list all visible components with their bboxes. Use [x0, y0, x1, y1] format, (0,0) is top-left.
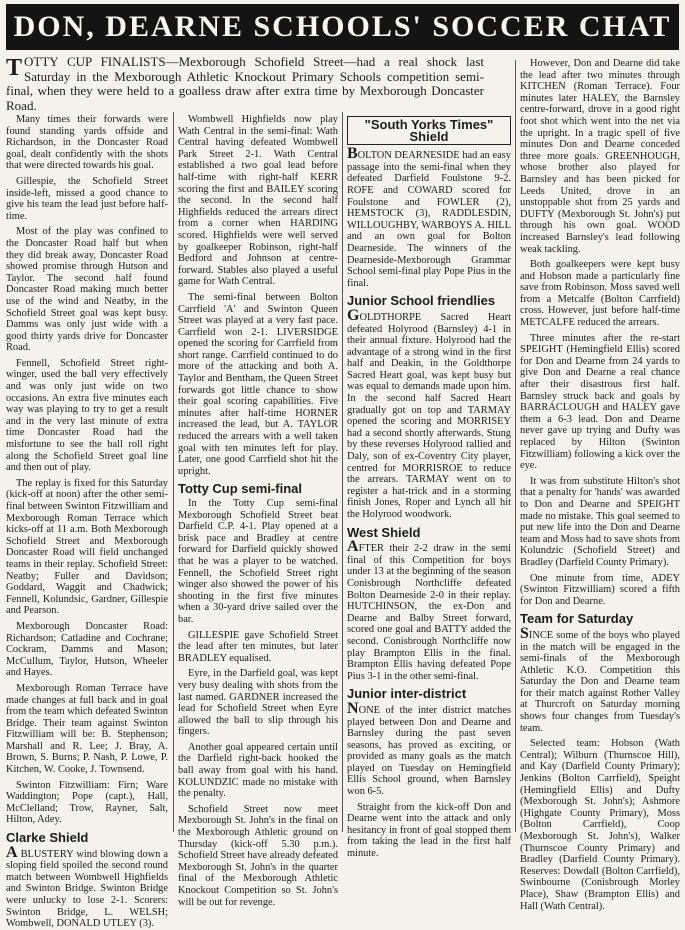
section-heading-junior-school-friendlies: Junior School friendlies: [347, 293, 496, 309]
headline-banner: [6, 4, 679, 50]
article-paragraph: One minute from time, ADEY (Swinton Fitzwilliam) scored a fifth for Don and Dearne.: [520, 572, 680, 607]
article-paragraph: SINCE some of the boys who played in the match will be engaged in the semi-finals of the Mexborough Athletic K.O. Competition this Saturday the Don and Dearne team for their match against Rother Valley at Thurcroft on Saturday morning shows four changes from Tuesday's team.: [520, 624, 680, 734]
article-paragraph: Fennell, Schofield Street right-winger, used the ball very effectively and was only just wide on two occasions. An extra five minutes each way was playing to try to get a result and in the very last minute of extra time Doncaster Road had the misfortune to see the ball roll right along the Schofield Street goal line and then out of play.: [6, 357, 168, 474]
article-paragraph: In the Totty Cup semi-final Mexborough Schofield Street beat Darfield C.P. 4-1. Play opened at a brisk pace and Bradley at centre forward for Darfield quickly showed that he was a player to be watched. Fennell, the Schofield Street right winger also showed the power of his shooting in the first five minutes when a 30-yard drive sailed over the bar.: [178, 498, 338, 625]
section-heading-clarke-shield: Clarke Shield: [6, 830, 89, 846]
article-paragraph: Gillespie, the Schofield Street inside-left, missed a good chance to give his team the lead just before half-time.: [6, 175, 168, 222]
article-paragraph: Wombwell Highfields now play Wath Central in the semi-final: Wath Central having defeated Wombwell Park Street 2-1. Wath Central established a two goal lead before half-time with right-half KERR scoring the first and BAILEY scoring the second. In the second half Highfields reduced the arrears direct from a corner when HARDING scored. Highfields were well served by goalkeeper Robinson, right-half Bedford and Johnson at centre-forward. Stables also played a useful game for Wath Central.: [178, 114, 338, 288]
article-paragraph: A BLUSTERY wind blowing down a sloping field spoiled the second round match between Wombwell Highfields and Swinton Bridge. Swinton Bridge were unlucky to lose 2-1. Scorers: Swinton Bridge, L. WELSH; Wombwell, DONALD UTLEY (3).: [6, 843, 168, 930]
column-1: [6, 114, 168, 930]
section-heading-totty-cup: Totty Cup semi-final: [178, 481, 302, 497]
article-paragraph: BOLTON DEARNESIDE had an easy passage into the semi-final when they defeated Darfield Foulstone 9-2. ROFE and COWARD scored for Foulstone and FOWLER (2), HEMSTOCK (3), RADDLESDIN, WILLOUGHBY, WARBOYS A. HILL and an own goal for Bolton Dearneside. The winners of the Dearneside-Mexborough Grammar School semi-final play Pope Pius in the final.: [347, 145, 511, 289]
article-paragraph: Swinton Fitzwilliam: Firn; Ware Waddington; Pope (capt.), Hall, McClelland; Trow, Rayner, Salt, Hilton, Adey.: [6, 779, 168, 826]
article-paragraph: It was from substitute Hilton's shot that a penalty for 'hands' was awarded to Don and Dearne and SPEIGHT made no mistake. This goal seemed to put new life into the Don and Dearne team and Moss had to save shots from Kolundzic (Schofield Street) and Bradley (Darfield County Primary).: [520, 475, 680, 568]
article-paragraph: Mexborough Doncaster Road: Richardson; Catladine and Cochrane; Cockram, Damms and Mason; McCullum, Taylor, Hutson, Wheeler and Hayes.: [6, 620, 168, 679]
article-paragraph: AFTER their 2-2 draw in the semi final of this Competition for boys under 13 at the beginning of the season Conisbrough Northcliffe defeated Bolton Dearneside 2-0 in their replay. HUTCHINSON, the ex-Don and Dearne and Balby Street forward, scored one goal and BATTY added the second. Conisbrough Northcliffe now play Brampton Ellis in the final. Brampton Ellis having defeated Pope Pius 3-1 in the other semi-final.: [347, 538, 511, 682]
column-2: [178, 114, 338, 908]
article-paragraph: Many times their forwards were found standing yards offside and Richardson, in the Doncaster Road goal, dealt confidently with the shots that were directed towards his goal.: [6, 114, 168, 172]
article-paragraph: Most of the play was confined to the Doncaster Road half but when they did break away, Doncaster Road showed promise through Hutson and Taylor. The second half found Doncaster Road making much better use of the wind and Neatby, in the Schofield Street goal was kept busy. Damms was only just wide with a good thirty yards drive for Doncaster Road.: [6, 226, 168, 354]
article-paragraph: NONE of the inter district matches played between Don and Dearne and Barnsley during the past seven seasons, has proved as exciting, or provided as many goals as the match played on Tuesday on Hemingfield Ellis School ground, when Barnsley won 6-5.: [347, 699, 511, 798]
article-paragraph: Another goal appeared certain until the Darfield right-back hooked the ball away from goal with his hand. KOLUNDZIC made no mistake with the penalty.: [178, 741, 338, 800]
column-rule: [342, 112, 343, 832]
article-paragraph: GILLESPIE gave Schofield Street the lead after ten minutes, but later BRADLEY equalised.: [178, 629, 338, 664]
article-paragraph: Both goalkeepers were kept busy and Hobson made a particularly fine save from Robinson. Moss saved well from a Metcalfe (Bolton Carrfield) cross. However, just before half-time METCALFE reduced the arrears.: [520, 259, 680, 329]
lead-paragraph: TOTTY CUP FINALISTS—Mexborough Schofield Street—had a real shock last Saturday in the Mexborough Athletic Knockout Primary Schools competition semi-final, when they were held to a goalless draw after extra time by Mexborough Doncaster Road.: [6, 54, 484, 113]
article-paragraph: Selected team: Hobson (Wath Central); Wilburn (Thurnscoe Hill), and Kay (Darfield County Primary); Jenkins (Bolton Carrfield), Speight (Hemingfield Ellis) and Dufty (Mexborough St. John's); Ashmore (Highgate County Primary), Moss (Bolton Carrfield), Coop (Mexborough St. John's), Walker (Thurnscoe County Primary) and Bradley (Darfield County Primary). Reserves: Dowdall (Bolton Carrfield), Swinbourne (Conisbrough Morley Place), Shaw (Brampton Ellis) and Hall (Wath Central).: [520, 738, 680, 912]
article-paragraph: Three minutes after the re-start SPEIGHT (Hemingfield Ellis) scored for Don and Dearne from 24 yards to give Don and Dearne a real chance after their disastrous first half. Barnsley struck back and goals by BARRACLOUGH and HALEY gave them a 6-3 lead. Don and Dearne never gave up trying and Dufty was replaced by Hilton (Swinton Fitzwilliam) following a kick over the eye.: [520, 332, 680, 472]
column-rule: [515, 60, 516, 832]
article-paragraph: Mexborough Roman Terrace have made changes at full back and in goal from the team which defeated Swinton Bridge. Their team against Swinton Fitzwilliam will be: B. Stephenson; Marshall and R. Lee; J. Bray, A. Brown, S. Burns; P. Nash, P. Lowe, P. Kitchen, W. Cooke, J. Townsend.: [6, 682, 168, 776]
column-4: [520, 58, 680, 912]
article-paragraph: The replay is fixed for this Saturday (kick-off at noon) after the other semi-final between Swinton Fitzwilliam and Mexborough Roman Terrace which kicks-off at 11 a.m. Both Mexborough Schofield Street and Mexborough Doncaster Road will field unchanged teams in their replay. Schofield Street: Neatby; Fuller and Davidson; Goddard, Waggit and Chadwick; Fennell, Kolundsic, Gardner, Gillespie and Pearson.: [6, 477, 168, 617]
section-heading-team-for-saturday: Team for Saturday: [520, 611, 634, 627]
section-heading-south-yorks-times-shield: "South Yorks Times" Shield: [347, 116, 511, 145]
column-rule: [173, 112, 174, 832]
headline: DON, DEARNE SCHOOLS' SOCCER CHAT: [13, 10, 672, 43]
section-heading-junior-inter-district: Junior inter-district: [347, 686, 467, 702]
article-paragraph: Straight from the kick-off Don and Dearne went into the attack and only hesitancy in front of goal stopped them from taking the lead in the first half minute.: [347, 801, 511, 860]
section-heading-west-shield: West Shield: [347, 524, 421, 540]
article-paragraph: Schofield Street now meet Mexborough St. John's in the final on the Mexborough Athletic ground on Thursday (kick-off 5.30 p.m.). Schofield Street have already defeated Mexborough St. John's in the quarter final of the Mexborough Athletic Knockout Competition so St. John's will be out for revenge.: [178, 803, 338, 908]
article-paragraph: Eyre, in the Darfield goal, was kept very busy dealing with shots from the last named. GARDNER increased the lead for Schofield Street when Eyre allowed the ball to slip through his fingers.: [178, 668, 338, 738]
article-paragraph: The semi-final between Bolton Carrfield 'A' and Swinton Queen Street was played at a very fast pace. Carrfield won 2-1. LIVERSIDGE opened the scoring for Carrfield from short range. Carrfield continued to do more of the attacking and both A. Taylor and Bentham, the Queen Street forwards got little chance to show their goal scoring capabilities. Five minutes after half-time HORNER increased the lead, but A. TAYLOR reduced the arrears with a well taken goal with ten minutes left for play. Later, one good Carrfield shot hit the upright.: [178, 291, 338, 477]
article-paragraph: However, Don and Dearne did take the lead after two minutes through KITCHEN (Roman Terrace). Four minutes later HALEY, the Barnsley centre-forward, drove in a good right foot shot which went into the net via the upright. In a tragic spell of five minutes Don and Dearne conceded three more goals. GREENHOUGH, whose brother also played for Barnsley and has been picked for Leeds United, drove in an unstoppable shot from 25 yards and DUFTY (Mexborough St. John's) put through his own goal. WOOD increased Barnsley's lead following weak tackling.: [520, 58, 680, 255]
article-paragraph: GOLDTHORPE Sacred Heart defeated Holyrood (Barnsley) 4-1 in their annual fixture. Holyrood had the advantage of a strong wind in the first half and Deakin, in the Goldthorpe Sacred Heart goal, was kept busy but was equal to demands made upon him. In the second half Sacred Heart gradually got on top and TARMAY opened the scoring and MORRISEY had a second shortly afterwards. Stung by these reverses Holyrood rallied and Daly, son of ex-Coventry City player, centred for MORRISROE to reduce the arrears. TARMAY went on to register a hat-trick and in a storming finish Jones, Roper and Lynch all hit the Holyrood woodwork.: [347, 306, 511, 520]
column-3: [347, 114, 511, 860]
